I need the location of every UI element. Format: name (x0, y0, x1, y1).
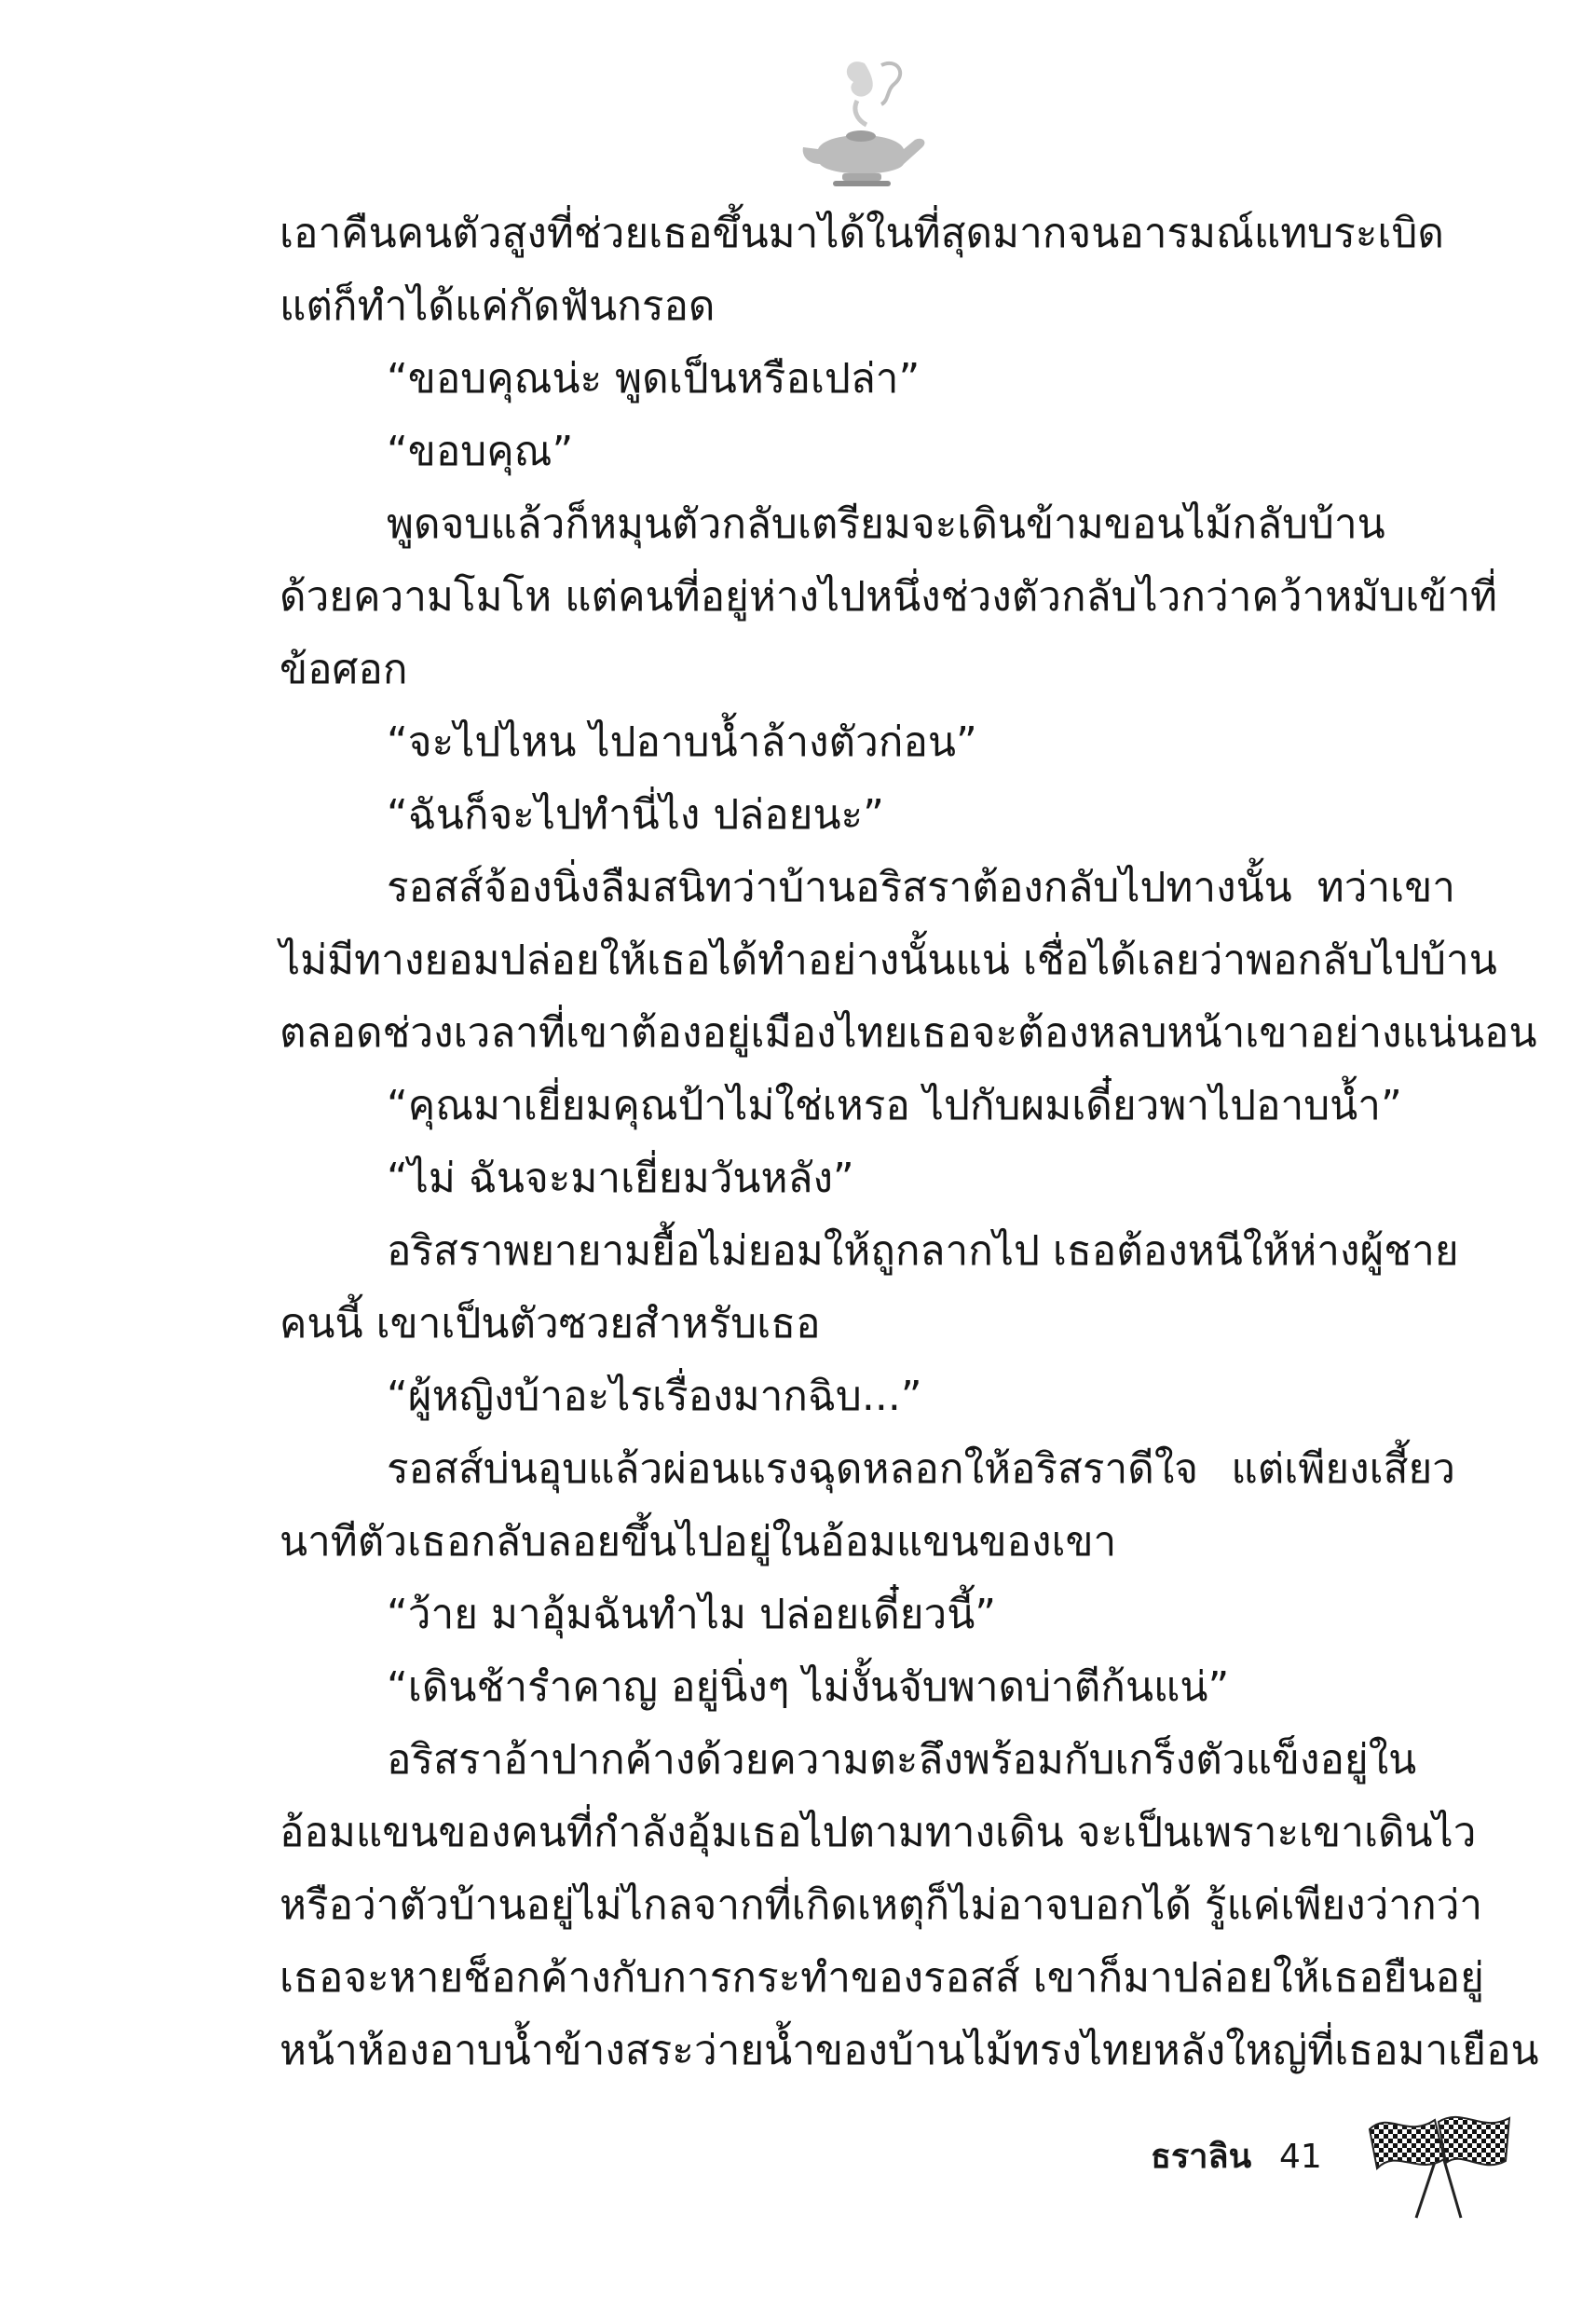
body-text (280, 198, 1539, 2087)
text-line: “ว้าย มาอุ้มฉันทำไม ปล่อยเดี๋ยวนี้” (387, 1591, 997, 1638)
text-line: รอสส์บ่นอุบแล้วผ่อนแรงฉุดหลอกให้อริสราดีใจ แต่เพียงเสี้ยว (387, 1445, 1455, 1493)
page-number: 41 (1279, 2138, 1322, 2176)
text-line: เอาคืนคนตัวสูงที่ช่วยเธอขึ้นมาได้ในที่สุดมากจนอารมณ์แทบระเบิด (280, 210, 1444, 257)
text-line: ตลอดช่วงเวลาที่เขาต้องอยู่เมืองไทยเธอจะต้องหลบหน้าเขาอย่างแน่นอน (280, 1009, 1537, 1057)
text-line: พูดจบแล้วก็หมุนตัวกลับเตรียมจะเดินข้ามขอนไม้กลับบ้าน (387, 500, 1385, 548)
running-footer-author: ธราลิน (1151, 2138, 1252, 2176)
text-line: หรือว่าตัวบ้านอยู่ไม่ไกลจากที่เกิดเหตุก็ไม่อาจบอกได้ รู้แค่เพียงว่ากว่า (280, 1881, 1483, 1929)
text-line: แต่ก็ทำได้แค่กัดฟันกรอด (280, 282, 716, 330)
text-line: คนนี้ เขาเป็นตัวซวยสำหรับเธอ (280, 1300, 821, 1347)
page-footer (1151, 2129, 1337, 2185)
text-line: “ไม่ ฉันจะมาเยี่ยมวันหลัง” (387, 1155, 854, 1202)
text-line: ข้อศอก (280, 646, 408, 693)
text-line: ไม่มีทางยอมปล่อยให้เธอได้ทำอย่างนั้นแน่ เชื่อได้เลยว่าพอกลับไปบ้าน (280, 937, 1497, 984)
text-line: “ขอบคุณ” (387, 428, 574, 475)
text-line: อ้อมแขนของคนที่กำลังอุ้มเธอไปตามทางเดิน จะเป็นเพราะเขาเดินไว (280, 1809, 1477, 1856)
text-line: รอสส์จ้องนิ่งลืมสนิทว่าบ้านอริสราต้องกลับไปทางนั้น ทว่าเขา (387, 864, 1455, 911)
text-line: “เดินช้ารำคาญ อยู่นิ่งๆ ไม่งั้นจับพาดบ่าตีก้นแน่” (387, 1663, 1230, 1711)
genie-lamp-icon (792, 47, 932, 196)
checkered-flags-icon (1360, 2101, 1519, 2222)
text-line: “ผู้หญิงบ้าอะไรเรื่องมากฉิบ...” (387, 1373, 922, 1420)
text-line: นาทีตัวเธอกลับลอยขึ้นไปอยู่ในอ้อมแขนของเขา (280, 1518, 1117, 1566)
text-line: “ขอบคุณน่ะ พูดเป็นหรือเปล่า” (387, 355, 921, 403)
text-line: ด้วยความโมโห แต่คนที่อยู่ห่างไปหนึ่งช่วงตัวกลับไวกว่าคว้าหมับเข้าที่ (280, 573, 1498, 621)
text-line: อริสราพยายามยื้อไม่ยอมให้ถูกลากไป เธอต้องหนีให้ห่างผู้ชาย (387, 1227, 1459, 1275)
text-line: เธอจะหายช็อกค้างกับการกระทำของรอสส์ เขาก็มาปล่อยให้เธอยืนอยู่ (280, 1954, 1484, 2002)
text-line: “ฉันก็จะไปทำนี่ไง ปล่อยนะ” (387, 791, 884, 839)
text-line: “จะไปไหน ไปอาบน้ำล้างตัวก่อน” (387, 718, 977, 766)
text-line: อริสราอ้าปากค้างด้วยความตะลึงพร้อมกับเกร็งตัวแข็งอยู่ใน (387, 1736, 1417, 1784)
text-line: “คุณมาเยี่ยมคุณป้าไม่ใช่เหรอ ไปกับผมเดี๋ยวพาไปอาบน้ำ” (387, 1082, 1402, 1129)
text-line: หน้าห้องอาบน้ำข้างสระว่ายน้ำของบ้านไม้ทรงไทยหลังใหญ่ที่เธอมาเยือน (280, 2027, 1539, 2074)
